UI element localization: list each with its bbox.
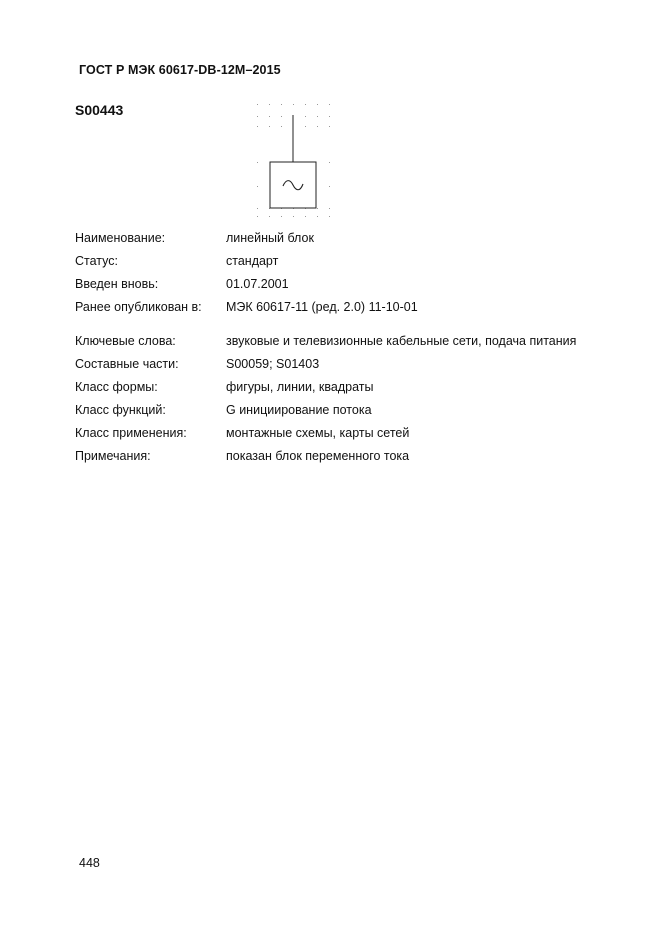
section-gap [75,319,595,330]
symbol-figure [252,100,334,220]
properties-table [75,227,595,468]
property-value: монтажные схемы, карты сетей [226,426,410,440]
property-value: стандарт [226,254,279,268]
property-label: Статус: [75,254,118,268]
property-row-function-class [75,399,595,422]
property-row-application-class [75,422,595,445]
property-value: линейный блок [226,231,314,245]
property-label: Введен вновь: [75,277,159,291]
property-label: Класс функций: [75,403,166,417]
property-row-notes [75,445,595,468]
property-row-name [75,227,595,250]
ac-line-block-icon [252,100,334,220]
property-label: Составные части: [75,357,179,371]
property-value: G инициирование потока [226,403,372,417]
property-label: Ключевые слова: [75,334,176,348]
property-value: 01.07.2001 [226,277,289,291]
property-value: фигуры, линии, квадраты [226,380,374,394]
property-row-introduced [75,273,595,296]
page-number: 448 [79,856,100,870]
property-value: МЭК 60617-11 (ред. 2.0) 11-10-01 [226,300,418,314]
property-value: звуковые и телевизионные кабельные сети, подача питания [226,334,577,348]
symbol-code: S00443 [75,102,124,118]
property-row-components [75,353,595,376]
property-value: S00059; S01403 [226,357,320,371]
property-label: Класс применения: [75,426,187,440]
standard-header: ГОСТ Р МЭК 60617-DB-12M–2015 [79,63,281,77]
property-row-keywords [75,330,595,353]
property-row-status [75,250,595,273]
property-label: Наименование: [75,231,166,245]
property-label: Ранее опубликован в: [75,300,202,314]
property-row-published [75,296,595,319]
property-value: показан блок переменного тока [226,449,410,463]
property-label: Примечания: [75,449,151,463]
property-row-form-class [75,376,595,399]
property-label: Класс формы: [75,380,158,394]
ac-wave-icon [283,181,303,190]
